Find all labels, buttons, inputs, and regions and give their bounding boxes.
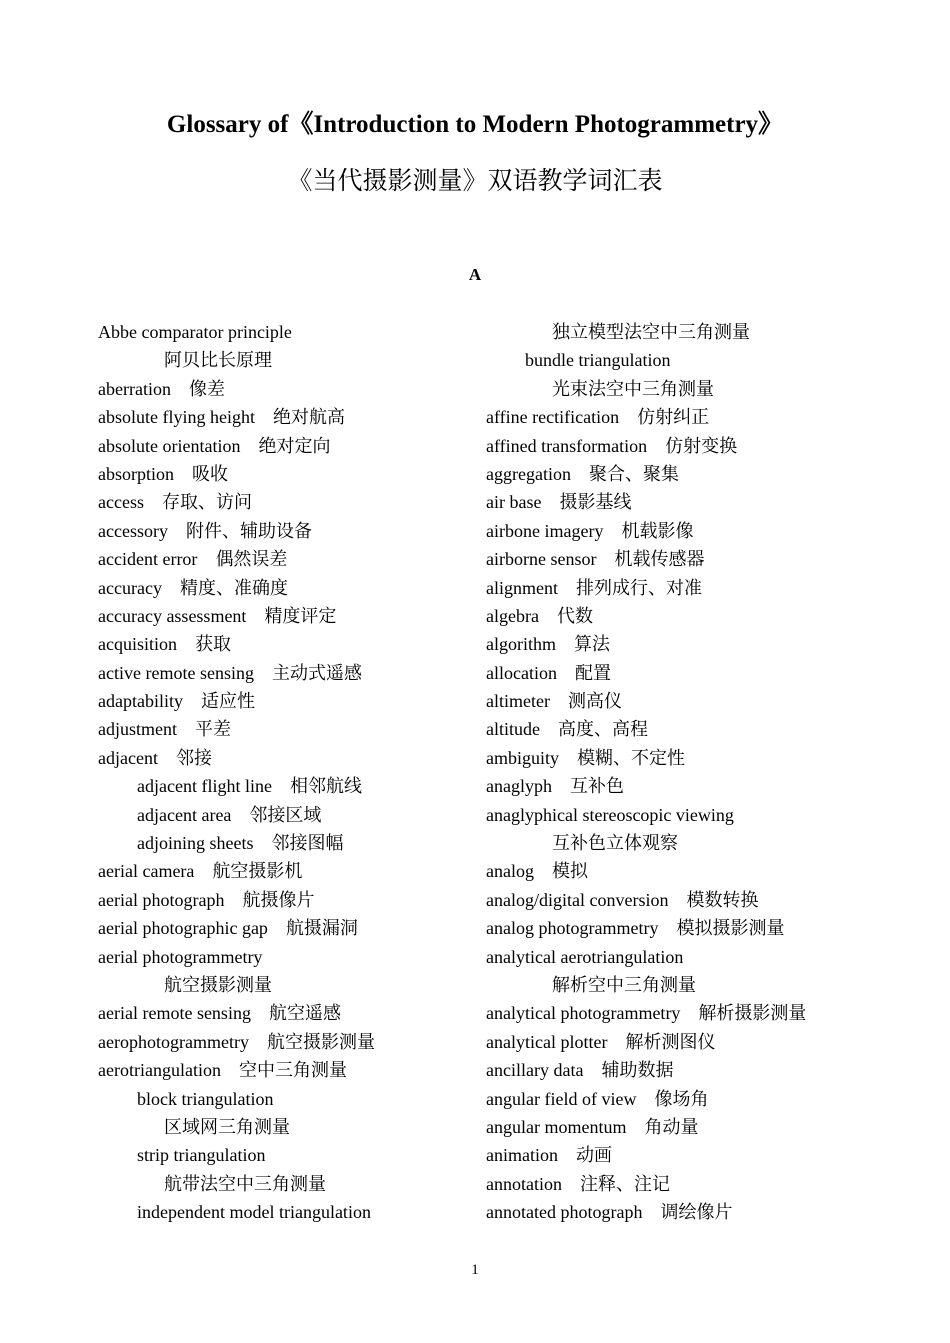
term-english: aerotriangulation [98,1060,221,1081]
glossary-entry [98,1028,468,1056]
glossary-entry [486,999,886,1027]
term-chinese: 配置 [574,662,611,683]
glossary-entry [98,1056,468,1084]
glossary-entry [486,460,886,488]
glossary-entry [486,1198,886,1226]
term-english: accuracy assessment [98,605,247,626]
term-english: adjacent flight line [137,776,272,797]
term-chinese: 平差 [195,719,231,740]
glossary-entry [98,772,468,800]
term-chinese: 航空摄影测量 [266,1031,375,1052]
term-chinese: 独立模型法空中三角测量 [552,322,750,342]
term-chinese: 精度评定 [264,605,337,626]
glossary-entry [98,943,468,971]
term-chinese: 角动量 [644,1116,699,1137]
page-number: 1 [471,1262,479,1278]
term-chinese: 航空摄影机 [212,861,303,882]
term-english: accuracy [98,577,162,598]
term-english: adaptability [98,691,183,712]
glossary-entry [98,886,468,914]
term-english: analog [486,861,534,882]
glossary-entry [486,318,886,346]
glossary-entry [486,659,886,687]
glossary-entry [486,857,886,885]
term-english: adjacent [98,747,158,768]
glossary-entry [486,1113,886,1141]
term-english: anaglyph [486,776,552,797]
term-chinese: 偶然误差 [215,549,288,570]
term-chinese: 获取 [195,634,231,655]
term-english: independent model triangulation [137,1202,371,1223]
term-english: ambiguity [486,747,559,768]
term-english: analog photogrammetry [486,918,659,939]
term-chinese: 像场角 [654,1088,709,1109]
term-chinese: 算法 [574,634,610,655]
term-chinese: 机载传感器 [614,549,705,570]
term-chinese: 摄影基线 [559,492,632,513]
term-english: altitude [486,719,540,740]
term-english: accessory [98,520,168,541]
glossary-entry [98,318,468,346]
glossary-entry [98,602,468,630]
glossary-entry [98,914,468,942]
term-english: affined transformation [486,435,648,456]
term-chinese: 航带法空中三角测量 [164,1173,326,1194]
term-chinese: 聚合、聚集 [588,463,679,484]
term-chinese: 阿贝比长原理 [164,350,272,371]
term-english: affine rectification [486,407,620,428]
term-english: aerial camera [98,861,195,882]
glossary-entry [486,488,886,516]
glossary-entry [486,403,886,431]
glossary-entry [486,971,886,999]
term-chinese: 光束法空中三角测量 [552,378,714,399]
term-chinese: 解析测图仪 [625,1031,716,1052]
term-chinese: 适应性 [200,691,255,712]
glossary-entry [486,715,886,743]
term-english: angular momentum [486,1116,627,1137]
term-english: adjacent area [137,804,232,825]
glossary-entry [486,375,886,403]
term-english: ancillary data [486,1060,584,1081]
glossary-entry [486,1056,886,1084]
term-english: analytical plotter [486,1031,608,1052]
term-english: absolute orientation [98,435,241,456]
term-english: angular field of view [486,1088,637,1109]
term-english: aerial photographic gap [98,918,268,939]
glossary-entry [98,744,468,772]
term-chinese: 模糊、不定性 [577,747,685,768]
glossary-entry [98,1141,468,1169]
glossary-entry [98,375,468,403]
term-chinese: 仿射变换 [665,435,738,456]
term-english: aberration [98,378,171,399]
term-english: active remote sensing [98,662,254,683]
term-chinese: 绝对航高 [272,407,345,428]
term-english: allocation [486,662,557,683]
glossary-entry [98,488,468,516]
glossary-entry [486,886,886,914]
term-chinese: 高度、高程 [557,719,648,740]
glossary-entry [98,346,468,374]
term-chinese: 邻接图幅 [271,833,344,854]
glossary-entry [486,829,886,857]
term-english: absorption [98,463,174,484]
term-chinese: 邻接区域 [249,804,322,825]
term-english: accident error [98,549,198,570]
glossary-entry [98,432,468,460]
term-chinese: 航摄漏洞 [285,918,358,939]
term-chinese: 精度、准确度 [179,577,288,598]
glossary-entry [486,602,886,630]
title-english: Glossary of《Introduction to Modern Photogrammetry》 [166,111,784,138]
glossary-entry [98,574,468,602]
glossary-entry [98,999,468,1027]
section-letter-heading: A [468,265,482,284]
term-english: analog/digital conversion [486,889,669,910]
glossary-entry [98,517,468,545]
title-chinese: 《当代摄影测量》双语教学词汇表 [287,168,663,195]
term-chinese: 排列成行、对准 [575,577,702,598]
glossary-entry [98,1085,468,1113]
term-english: aerial photogrammetry [98,946,263,967]
glossary-entry [98,545,468,573]
glossary-entry [486,630,886,658]
term-english: strip triangulation [137,1145,266,1166]
term-chinese: 存取、访问 [161,492,252,513]
term-english: aerial remote sensing [98,1003,251,1024]
term-chinese: 吸收 [192,463,228,484]
glossary-entry [98,630,468,658]
glossary-entry [486,517,886,545]
term-english: access [98,492,144,513]
glossary-entry [486,545,886,573]
term-chinese: 模数转换 [686,889,759,910]
glossary-entry [98,971,468,999]
glossary-entry [486,1170,886,1198]
term-chinese: 动画 [575,1145,612,1166]
term-english: analytical aerotriangulation [486,946,684,967]
term-english: animation [486,1145,558,1166]
term-english: bundle triangulation [525,350,671,371]
term-chinese: 附件、辅助设备 [185,520,312,541]
term-chinese: 解析空中三角测量 [552,974,696,995]
glossary-entry [98,687,468,715]
term-chinese: 空中三角测量 [238,1060,347,1081]
term-chinese: 调绘像片 [660,1202,733,1223]
glossary-entry [98,1198,468,1226]
term-english: anaglyphical stereoscopic viewing [486,804,734,825]
glossary-entry [98,460,468,488]
glossary-entry [486,772,886,800]
term-english: Abbe comparator principle [98,322,292,342]
term-english: altimeter [486,691,550,712]
glossary-entry [486,1141,886,1169]
term-chinese: 相邻航线 [289,776,362,797]
term-chinese: 航空摄影测量 [164,974,272,995]
glossary-entry [98,1170,468,1198]
term-english: airborne sensor [486,549,597,570]
term-chinese: 邻接 [175,747,212,768]
term-chinese: 机载影像 [621,520,694,541]
glossary-entry [98,829,468,857]
term-english: adjustment [98,719,177,740]
term-chinese: 测高仪 [567,691,622,712]
term-english: aerial photograph [98,889,225,910]
term-english: analytical photogrammetry [486,1003,681,1024]
glossary-column-left [98,318,468,1227]
term-chinese: 像差 [188,378,225,399]
glossary-entry [486,432,886,460]
term-chinese: 互补色立体观察 [552,833,678,854]
term-chinese: 互补色 [569,776,624,797]
term-chinese: 航空遥感 [268,1003,341,1024]
glossary-entry [486,744,886,772]
glossary-entry [486,346,886,374]
term-chinese: 主动式遥感 [271,662,362,683]
glossary-column-right [486,318,886,1227]
term-chinese: 绝对定向 [258,435,331,456]
term-english: algebra [486,605,539,626]
term-chinese: 模拟 [551,861,588,882]
term-english: acquisition [98,634,177,655]
term-english: air base [486,492,542,513]
term-chinese: 解析摄影测量 [698,1003,807,1024]
glossary-entry [98,715,468,743]
glossary-entry [98,403,468,431]
term-chinese: 注释、注记 [579,1173,670,1194]
glossary-entry [98,801,468,829]
term-english: alignment [486,577,558,598]
glossary-entry [98,659,468,687]
term-chinese: 区域网三角测量 [164,1116,290,1137]
term-english: block triangulation [137,1088,274,1109]
glossary-entry [486,801,886,829]
term-english: annotation [486,1173,562,1194]
term-chinese: 仿射纠正 [637,407,710,428]
term-chinese: 辅助数据 [601,1060,674,1081]
term-chinese: 模拟摄影测量 [676,918,785,939]
glossary-entry [486,1085,886,1113]
glossary-entry [98,857,468,885]
term-english: annotated photograph [486,1202,643,1223]
glossary-entry [486,1028,886,1056]
glossary-entry [98,1113,468,1141]
glossary-entry [486,687,886,715]
glossary-entry [486,914,886,942]
term-english: aerophotogrammetry [98,1031,249,1052]
term-english: airbone imagery [486,520,604,541]
glossary-entry [486,574,886,602]
term-english: algorithm [486,634,556,655]
term-english: absolute flying height [98,407,255,428]
term-chinese: 航摄像片 [242,889,315,910]
term-chinese: 代数 [556,605,593,626]
term-english: adjoining sheets [137,833,254,854]
term-english: aggregation [486,463,571,484]
glossary-entry [486,943,886,971]
